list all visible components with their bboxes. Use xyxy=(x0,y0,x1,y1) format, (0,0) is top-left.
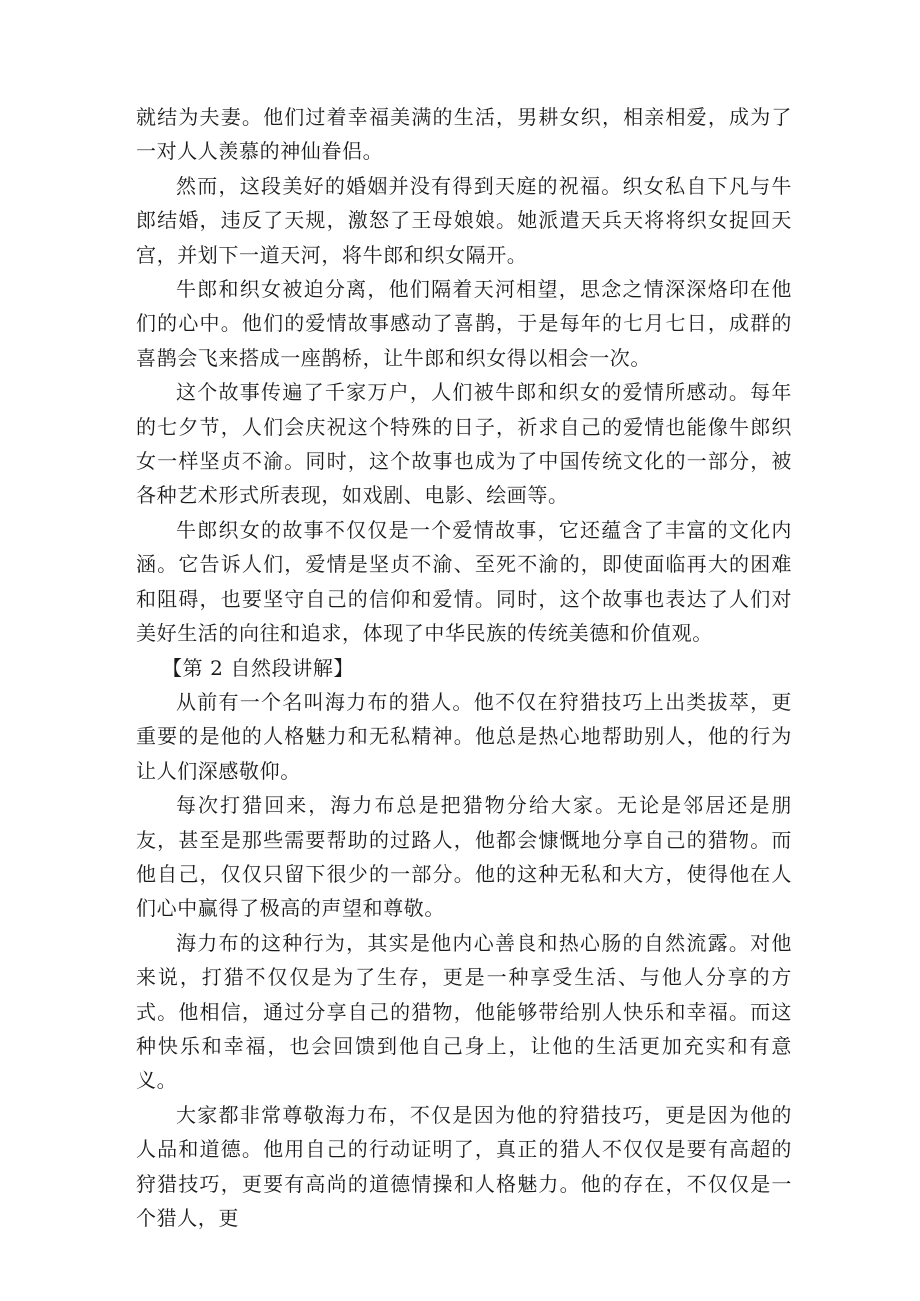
paragraph: 然而，这段美好的婚姻并没有得到天庭的祝福。织女私自下凡与牛郎结婚，违反了天规，激怒了王母娘娘。她派遣天兵天将将织女捉回天宫，并划下一道天河，将牛郎和织女隔开。 xyxy=(136,173,792,267)
paragraph: 大家都非常尊敬海力布，不仅是因为他的狩猎技巧，更是因为他的人品和道德。他用自己的行动证明了，真正的猎人不仅仅是要有高超的狩猎技巧，更要有高尚的道德情操和人格魅力。他的存在，不仅仅是一个猎人，更 xyxy=(136,1102,792,1230)
paragraph: 海力布的这种行为，其实是他内心善良和热心肠的自然流露。对他来说，打猎不仅仅是为了生存，更是一种享受生活、与他人分享的方式。他相信，通过分享自己的猎物，他能够带给别人快乐和幸福。而这种快乐和幸福，也会回馈到他自己身上，让他的生活更加充实和有意义。 xyxy=(136,930,792,1093)
paragraph-continued: 就结为夫妻。他们过着幸福美满的生活，男耕女织，相亲相爱，成为了一对人人羡慕的神仙眷侣。 xyxy=(136,105,792,164)
paragraph: 这个故事传遍了千家万户，人们被牛郎和织女的爱情所感动。每年的七夕节，人们会庆祝这个特殊的日子，祈求自己的爱情也能像牛郎织女一样坚贞不渝。同时，这个故事也成为了中国传统文化的一部分，被各种艺术形式所表现，如戏剧、电影、绘画等。 xyxy=(136,380,792,508)
paragraph: 牛郎和织女被迫分离，他们隔着天河相望，思念之情深深烙印在他们的心中。他们的爱情故事感动了喜鹊，于是每年的七月七日，成群的喜鹊会飞来搭成一座鹊桥，让牛郎和织女得以相会一次。 xyxy=(136,277,792,370)
paragraph: 从前有一个名叫海力布的猎人。他不仅在狩猎技巧上出类拔萃，更重要的是他的人格魅力和无私精神。他总是热心地帮助别人，他的行为让人们深感敬仰。 xyxy=(136,689,792,783)
paragraph: 每次打猎回来，海力布总是把猎物分给大家。无论是邻居还是朋友，甚至是那些需要帮助的过路人，他都会慷慨地分享自己的猎物。而他自己，仅仅只留下很少的一部分。他的这种无私和大方，使得他在人们心中赢得了极高的声望和尊敬。 xyxy=(136,793,792,921)
section-heading: 【第 2 自然段讲解】 xyxy=(162,655,355,680)
paragraph: 牛郎织女的故事不仅仅是一个爱情故事，它还蕴含了丰富的文化内涵。它告诉人们，爱情是坚贞不渝、至死不渝的，即使面临再大的困难和阻碍，也要坚守自己的信仰和爱情。同时，这个故事也表达了人们对美好生活的向往和追求，体现了中华民族的传统美德和价值观。 xyxy=(136,517,792,646)
